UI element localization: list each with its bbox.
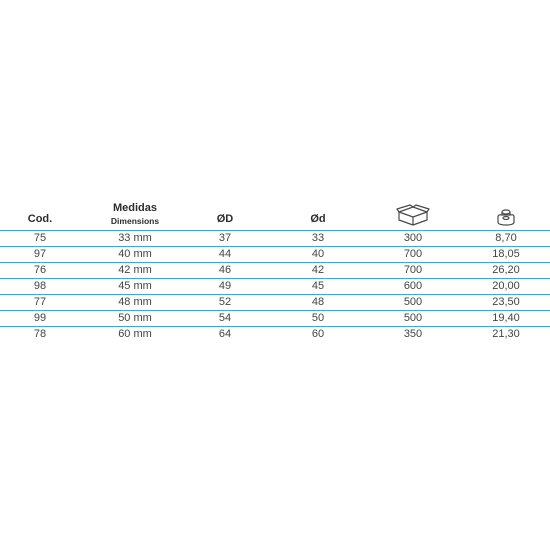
table-row <box>0 326 550 342</box>
table-row <box>0 262 550 278</box>
table-row <box>0 246 550 262</box>
cell-box-quantity: 500 <box>403 296 423 308</box>
header-box <box>385 196 441 230</box>
header-inner-diameter-label: Ød <box>310 213 326 225</box>
cell-medidas: 50 mm <box>118 312 152 324</box>
cell-outer-diameter: 46 <box>218 264 232 276</box>
cell-item-value: 8,70 <box>495 232 517 244</box>
cell-medidas: 42 mm <box>118 264 152 276</box>
cell-cod: 98 <box>33 280 47 292</box>
cell-outer-diameter: 64 <box>218 328 232 340</box>
cell-cod: 76 <box>33 264 47 276</box>
header-dimensions-label: Dimensions <box>110 216 160 226</box>
table-header <box>0 196 550 230</box>
table-row <box>0 310 550 326</box>
item-icon <box>496 206 516 226</box>
cell-item-value: 26,20 <box>492 264 520 276</box>
cell-cod: 99 <box>33 312 47 324</box>
cell-outer-diameter: 49 <box>218 280 232 292</box>
cell-item-value: 23,50 <box>492 296 520 308</box>
cell-medidas: 48 mm <box>118 296 152 308</box>
header-cod <box>12 196 68 230</box>
cell-outer-diameter: 37 <box>218 232 232 244</box>
table-body <box>0 230 550 342</box>
product-table <box>0 196 550 342</box>
cell-inner-diameter: 33 <box>311 232 325 244</box>
header-item <box>481 196 531 230</box>
cell-outer-diameter: 52 <box>218 296 232 308</box>
cell-cod: 78 <box>33 328 47 340</box>
header-outer-diameter-label: ØD <box>216 213 234 225</box>
header-medidas <box>100 196 170 230</box>
cell-cod: 97 <box>33 248 47 260</box>
cell-box-quantity: 300 <box>403 232 423 244</box>
cell-box-quantity: 700 <box>403 264 423 276</box>
table-row <box>0 278 550 294</box>
box-icon <box>396 204 430 226</box>
cell-cod: 77 <box>33 296 47 308</box>
table-row <box>0 294 550 310</box>
cell-box-quantity: 600 <box>403 280 423 292</box>
cell-item-value: 18,05 <box>492 248 520 260</box>
cell-medidas: 33 mm <box>118 232 152 244</box>
cell-item-value: 21,30 <box>492 328 520 340</box>
cell-item-value: 19,40 <box>492 312 520 324</box>
cell-medidas: 45 mm <box>118 280 152 292</box>
header-inner-diameter <box>293 196 343 230</box>
cell-inner-diameter: 40 <box>311 248 325 260</box>
cell-outer-diameter: 54 <box>218 312 232 324</box>
cell-medidas: 40 mm <box>118 248 152 260</box>
header-medidas-label: Medidas <box>112 202 157 214</box>
cell-inner-diameter: 48 <box>311 296 325 308</box>
cell-box-quantity: 500 <box>403 312 423 324</box>
table-row <box>0 230 550 246</box>
cell-item-value: 20,00 <box>492 280 520 292</box>
cell-box-quantity: 350 <box>403 328 423 340</box>
cell-cod: 75 <box>33 232 47 244</box>
cell-medidas: 60 mm <box>118 328 152 340</box>
cell-box-quantity: 700 <box>403 248 423 260</box>
cell-inner-diameter: 60 <box>311 328 325 340</box>
header-cod-label: Cod. <box>27 213 53 225</box>
cell-inner-diameter: 42 <box>311 264 325 276</box>
cell-inner-diameter: 45 <box>311 280 325 292</box>
cell-inner-diameter: 50 <box>311 312 325 324</box>
header-outer-diameter <box>200 196 250 230</box>
cell-outer-diameter: 44 <box>218 248 232 260</box>
